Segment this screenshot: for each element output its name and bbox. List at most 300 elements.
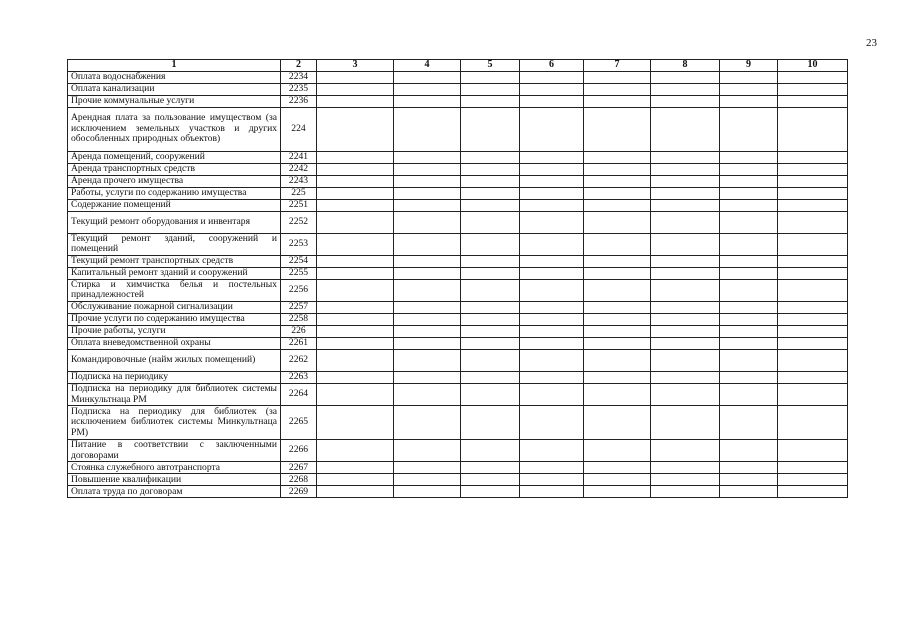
- value-cell: [651, 462, 720, 474]
- value-cell: [317, 267, 394, 279]
- value-cell: [461, 255, 520, 267]
- value-cell: [584, 474, 651, 486]
- value-cell: [651, 267, 720, 279]
- value-cell: [317, 279, 394, 301]
- column-header: 6: [520, 60, 584, 72]
- value-cell: [461, 313, 520, 325]
- value-cell: [584, 267, 651, 279]
- header-row: [68, 60, 848, 72]
- row-code: 226: [281, 325, 317, 337]
- column-header: 7: [584, 60, 651, 72]
- table-row: [68, 440, 848, 462]
- value-cell: [651, 71, 720, 83]
- value-cell: [584, 199, 651, 211]
- value-cell: [461, 233, 520, 255]
- value-cell: [317, 474, 394, 486]
- value-cell: [778, 107, 848, 151]
- value-cell: [520, 151, 584, 163]
- value-cell: [317, 95, 394, 107]
- table-row: [68, 199, 848, 211]
- value-cell: [584, 337, 651, 349]
- value-cell: [651, 313, 720, 325]
- value-cell: [720, 474, 778, 486]
- value-cell: [394, 107, 461, 151]
- value-cell: [651, 199, 720, 211]
- page-number: 23: [866, 37, 877, 49]
- value-cell: [651, 440, 720, 462]
- value-cell: [584, 83, 651, 95]
- value-cell: [520, 83, 584, 95]
- row-name: Аренда помещений, сооружений: [68, 151, 281, 163]
- value-cell: [584, 383, 651, 405]
- row-code: 2258: [281, 313, 317, 325]
- value-cell: [720, 371, 778, 383]
- table-row: [68, 301, 848, 313]
- value-cell: [394, 95, 461, 107]
- row-name: Прочие работы, услуги: [68, 325, 281, 337]
- value-cell: [520, 337, 584, 349]
- value-cell: [720, 107, 778, 151]
- table-row: [68, 255, 848, 267]
- table-row: [68, 325, 848, 337]
- row-code: 2266: [281, 440, 317, 462]
- value-cell: [651, 255, 720, 267]
- value-cell: [651, 486, 720, 498]
- value-cell: [461, 383, 520, 405]
- row-name: Арендная плата за пользование имуществом (за исключением земельных участков и других обособленных природных объектов): [68, 107, 281, 151]
- value-cell: [461, 187, 520, 199]
- row-name: Содержание помещений: [68, 199, 281, 211]
- value-cell: [317, 313, 394, 325]
- row-name: Подписка на периодику для библиотек (за исключением библиотек системы Минкультнаца РМ): [68, 406, 281, 440]
- value-cell: [584, 163, 651, 175]
- value-cell: [461, 199, 520, 211]
- value-cell: [778, 383, 848, 405]
- value-cell: [317, 440, 394, 462]
- row-code: 2257: [281, 301, 317, 313]
- table-row: [68, 107, 848, 151]
- row-name: Прочие коммунальные услуги: [68, 95, 281, 107]
- value-cell: [651, 383, 720, 405]
- value-cell: [778, 151, 848, 163]
- value-cell: [651, 371, 720, 383]
- table-row: [68, 211, 848, 233]
- row-code: 2251: [281, 199, 317, 211]
- value-cell: [778, 233, 848, 255]
- value-cell: [584, 371, 651, 383]
- value-cell: [584, 349, 651, 371]
- value-cell: [317, 107, 394, 151]
- value-cell: [584, 175, 651, 187]
- value-cell: [778, 163, 848, 175]
- value-cell: [520, 233, 584, 255]
- value-cell: [720, 83, 778, 95]
- value-cell: [461, 151, 520, 163]
- value-cell: [317, 325, 394, 337]
- value-cell: [520, 325, 584, 337]
- column-header: 5: [461, 60, 520, 72]
- value-cell: [394, 163, 461, 175]
- value-cell: [461, 95, 520, 107]
- value-cell: [520, 462, 584, 474]
- column-header: 1: [68, 60, 281, 72]
- value-cell: [651, 211, 720, 233]
- value-cell: [720, 71, 778, 83]
- row-name: Оплата канализации: [68, 83, 281, 95]
- value-cell: [461, 301, 520, 313]
- table-row: [68, 474, 848, 486]
- value-cell: [651, 474, 720, 486]
- row-name: Повышение квалификации: [68, 474, 281, 486]
- row-code: 225: [281, 187, 317, 199]
- row-code: 2265: [281, 406, 317, 440]
- value-cell: [778, 211, 848, 233]
- row-code: 2236: [281, 95, 317, 107]
- value-cell: [584, 313, 651, 325]
- row-code: 2254: [281, 255, 317, 267]
- value-cell: [778, 175, 848, 187]
- value-cell: [584, 95, 651, 107]
- value-cell: [461, 163, 520, 175]
- value-cell: [720, 440, 778, 462]
- row-name: Работы, услуги по содержанию имущества: [68, 187, 281, 199]
- value-cell: [720, 325, 778, 337]
- row-name: Стоянка служебного автотранспорта: [68, 462, 281, 474]
- value-cell: [778, 462, 848, 474]
- value-cell: [778, 486, 848, 498]
- value-cell: [520, 349, 584, 371]
- value-cell: [778, 187, 848, 199]
- value-cell: [651, 151, 720, 163]
- value-cell: [394, 301, 461, 313]
- row-code: 2255: [281, 267, 317, 279]
- value-cell: [778, 255, 848, 267]
- value-cell: [317, 233, 394, 255]
- value-cell: [520, 371, 584, 383]
- value-cell: [520, 440, 584, 462]
- value-cell: [584, 440, 651, 462]
- value-cell: [651, 233, 720, 255]
- value-cell: [651, 325, 720, 337]
- value-cell: [461, 440, 520, 462]
- value-cell: [461, 211, 520, 233]
- table-row: [68, 337, 848, 349]
- table-row: [68, 233, 848, 255]
- table-row: [68, 349, 848, 371]
- value-cell: [461, 406, 520, 440]
- column-header: 3: [317, 60, 394, 72]
- value-cell: [461, 337, 520, 349]
- column-header: 9: [720, 60, 778, 72]
- value-cell: [720, 211, 778, 233]
- value-cell: [584, 211, 651, 233]
- value-cell: [584, 233, 651, 255]
- table-row: [68, 163, 848, 175]
- value-cell: [720, 349, 778, 371]
- value-cell: [317, 151, 394, 163]
- row-name: Командировочные (найм жилых помещений): [68, 349, 281, 371]
- table-row: [68, 486, 848, 498]
- value-cell: [651, 83, 720, 95]
- value-cell: [520, 406, 584, 440]
- row-code: 224: [281, 107, 317, 151]
- column-header: 4: [394, 60, 461, 72]
- value-cell: [394, 440, 461, 462]
- row-name: Стирка и химчистка белья и постельных принадлежностей: [68, 279, 281, 301]
- value-cell: [778, 440, 848, 462]
- table-row: [68, 187, 848, 199]
- value-cell: [520, 279, 584, 301]
- table-row: [68, 95, 848, 107]
- value-cell: [461, 279, 520, 301]
- value-cell: [651, 301, 720, 313]
- row-code: 2269: [281, 486, 317, 498]
- table-row: [68, 462, 848, 474]
- value-cell: [520, 95, 584, 107]
- table-body: [68, 71, 848, 498]
- value-cell: [584, 255, 651, 267]
- value-cell: [461, 107, 520, 151]
- table-row: [68, 151, 848, 163]
- value-cell: [317, 83, 394, 95]
- row-code: 2234: [281, 71, 317, 83]
- value-cell: [394, 267, 461, 279]
- value-cell: [520, 301, 584, 313]
- value-cell: [461, 486, 520, 498]
- value-cell: [584, 279, 651, 301]
- row-name: Подписка на периодику: [68, 371, 281, 383]
- column-header: 2: [281, 60, 317, 72]
- row-name: Текущий ремонт зданий, сооружений и помещений: [68, 233, 281, 255]
- value-cell: [584, 107, 651, 151]
- value-cell: [317, 211, 394, 233]
- row-name: Аренда прочего имущества: [68, 175, 281, 187]
- value-cell: [461, 474, 520, 486]
- row-code: 2243: [281, 175, 317, 187]
- value-cell: [394, 199, 461, 211]
- value-cell: [317, 301, 394, 313]
- value-cell: [520, 199, 584, 211]
- value-cell: [317, 255, 394, 267]
- row-name: Оплата вневедомственной охраны: [68, 337, 281, 349]
- value-cell: [461, 325, 520, 337]
- value-cell: [394, 486, 461, 498]
- value-cell: [778, 337, 848, 349]
- row-name: Оплата труда по договорам: [68, 486, 281, 498]
- value-cell: [778, 313, 848, 325]
- value-cell: [778, 279, 848, 301]
- table-row: [68, 371, 848, 383]
- value-cell: [584, 462, 651, 474]
- value-cell: [778, 71, 848, 83]
- value-cell: [520, 107, 584, 151]
- value-cell: [394, 325, 461, 337]
- value-cell: [461, 83, 520, 95]
- value-cell: [394, 383, 461, 405]
- value-cell: [394, 462, 461, 474]
- value-cell: [317, 163, 394, 175]
- value-cell: [520, 255, 584, 267]
- value-cell: [394, 151, 461, 163]
- value-cell: [394, 233, 461, 255]
- value-cell: [394, 71, 461, 83]
- value-cell: [520, 267, 584, 279]
- value-cell: [394, 187, 461, 199]
- value-cell: [778, 301, 848, 313]
- row-code: 2263: [281, 371, 317, 383]
- row-name: Текущий ремонт оборудования и инвентаря: [68, 211, 281, 233]
- value-cell: [317, 371, 394, 383]
- value-cell: [651, 187, 720, 199]
- value-cell: [778, 325, 848, 337]
- table-row: [68, 279, 848, 301]
- value-cell: [317, 337, 394, 349]
- value-cell: [317, 175, 394, 187]
- value-cell: [778, 267, 848, 279]
- table-row: [68, 83, 848, 95]
- value-cell: [520, 187, 584, 199]
- value-cell: [720, 95, 778, 107]
- value-cell: [520, 175, 584, 187]
- value-cell: [778, 95, 848, 107]
- row-name: Подписка на периодику для библиотек системы Минкультнаца РМ: [68, 383, 281, 405]
- value-cell: [651, 279, 720, 301]
- row-code: 2264: [281, 383, 317, 405]
- value-cell: [720, 267, 778, 279]
- value-cell: [317, 71, 394, 83]
- value-cell: [394, 279, 461, 301]
- value-cell: [720, 199, 778, 211]
- row-name: Капитальный ремонт зданий и сооружений: [68, 267, 281, 279]
- value-cell: [394, 474, 461, 486]
- value-cell: [778, 199, 848, 211]
- value-cell: [394, 83, 461, 95]
- value-cell: [461, 175, 520, 187]
- value-cell: [520, 383, 584, 405]
- row-code: 2267: [281, 462, 317, 474]
- value-cell: [394, 313, 461, 325]
- row-code: 2241: [281, 151, 317, 163]
- value-cell: [394, 211, 461, 233]
- column-header: 8: [651, 60, 720, 72]
- row-code: 2252: [281, 211, 317, 233]
- value-cell: [520, 313, 584, 325]
- value-cell: [317, 199, 394, 211]
- row-name: Оплата водоснабжения: [68, 71, 281, 83]
- value-cell: [584, 486, 651, 498]
- value-cell: [394, 175, 461, 187]
- value-cell: [720, 175, 778, 187]
- value-cell: [584, 71, 651, 83]
- row-code: 2256: [281, 279, 317, 301]
- value-cell: [520, 211, 584, 233]
- value-cell: [651, 175, 720, 187]
- value-cell: [651, 406, 720, 440]
- value-cell: [584, 301, 651, 313]
- value-cell: [584, 325, 651, 337]
- value-cell: [720, 301, 778, 313]
- value-cell: [584, 151, 651, 163]
- row-code: 2235: [281, 83, 317, 95]
- row-name: Прочие услуги по содержанию имущества: [68, 313, 281, 325]
- row-name: Аренда транспортных средств: [68, 163, 281, 175]
- value-cell: [317, 406, 394, 440]
- value-cell: [394, 371, 461, 383]
- value-cell: [651, 107, 720, 151]
- table-row: [68, 383, 848, 405]
- value-cell: [520, 486, 584, 498]
- value-cell: [651, 163, 720, 175]
- value-cell: [720, 233, 778, 255]
- value-cell: [778, 83, 848, 95]
- table-row: [68, 406, 848, 440]
- value-cell: [461, 371, 520, 383]
- value-cell: [778, 371, 848, 383]
- value-cell: [720, 406, 778, 440]
- value-cell: [778, 406, 848, 440]
- value-cell: [720, 255, 778, 267]
- row-code: 2253: [281, 233, 317, 255]
- value-cell: [461, 267, 520, 279]
- value-cell: [720, 337, 778, 349]
- value-cell: [317, 383, 394, 405]
- value-cell: [461, 349, 520, 371]
- value-cell: [394, 349, 461, 371]
- value-cell: [461, 71, 520, 83]
- row-name: Обслуживание пожарной сигнализации: [68, 301, 281, 313]
- value-cell: [720, 462, 778, 474]
- value-cell: [651, 337, 720, 349]
- value-cell: [584, 187, 651, 199]
- value-cell: [778, 474, 848, 486]
- value-cell: [520, 71, 584, 83]
- value-cell: [317, 462, 394, 474]
- value-cell: [461, 462, 520, 474]
- value-cell: [720, 151, 778, 163]
- value-cell: [778, 349, 848, 371]
- value-cell: [720, 486, 778, 498]
- table-row: [68, 71, 848, 83]
- value-cell: [394, 255, 461, 267]
- value-cell: [651, 95, 720, 107]
- value-cell: [720, 163, 778, 175]
- value-cell: [720, 313, 778, 325]
- value-cell: [394, 337, 461, 349]
- table-row: [68, 267, 848, 279]
- table-row: [68, 313, 848, 325]
- row-code: 2261: [281, 337, 317, 349]
- table-row: [68, 175, 848, 187]
- value-cell: [317, 486, 394, 498]
- row-name: Питание в соответствии с заключенными договорами: [68, 440, 281, 462]
- value-cell: [520, 474, 584, 486]
- value-cell: [584, 406, 651, 440]
- value-cell: [520, 163, 584, 175]
- value-cell: [720, 187, 778, 199]
- row-code: 2242: [281, 163, 317, 175]
- column-header: 10: [778, 60, 848, 72]
- value-cell: [317, 349, 394, 371]
- value-cell: [651, 349, 720, 371]
- value-cell: [720, 279, 778, 301]
- value-cell: [317, 187, 394, 199]
- value-cell: [720, 383, 778, 405]
- row-code: 2262: [281, 349, 317, 371]
- row-name: Текущий ремонт транспортных средств: [68, 255, 281, 267]
- row-code: 2268: [281, 474, 317, 486]
- budget-table: [67, 59, 848, 498]
- value-cell: [394, 406, 461, 440]
